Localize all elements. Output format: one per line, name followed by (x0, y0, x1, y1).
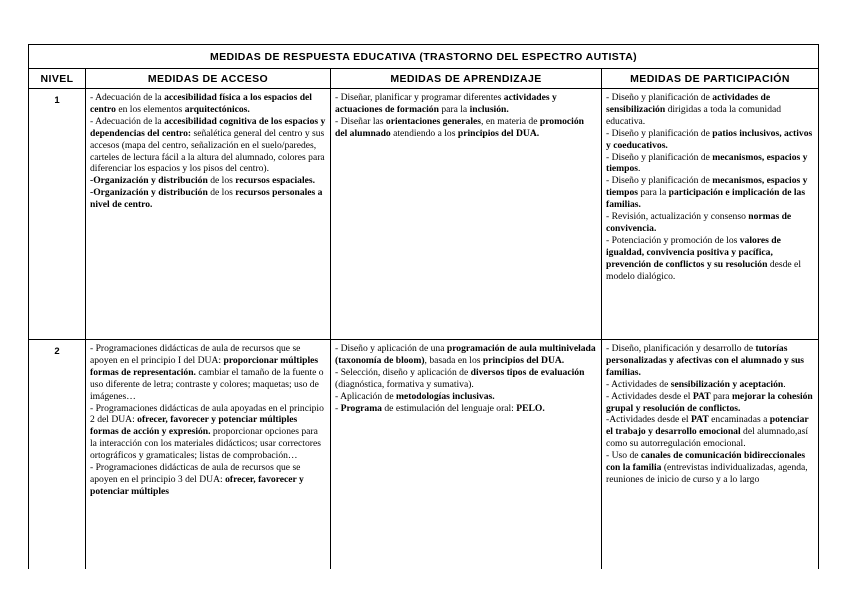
text: de estimulación del lenguaje oral: (381, 402, 517, 414)
bold-text: canales de comunicación bidireccionales con la familia (606, 450, 806, 474)
text: . (637, 163, 641, 175)
measure-item (90, 187, 327, 211)
measure-item (606, 414, 815, 450)
bold-text: potenciar el trabajo y desarrollo emocional (606, 414, 809, 438)
text: - Diseñar, planificar y programar diferentes (335, 92, 504, 103)
learning-measures-cell (331, 340, 602, 570)
text: -Actividades desde el (606, 414, 691, 426)
text: - Adecuación de la (90, 115, 165, 127)
learning-measures-cell (331, 89, 602, 340)
text: atendiendo a los (390, 127, 458, 139)
text: - Diseño y planificación de (606, 92, 713, 103)
text: señalética general del centro y sus accesos (mapa del centro, señalización en el suelo/paredes, carteles de lectura fácil a la altura del alumnado, colores para diferenciar los espacios y los pisos del centro). (90, 127, 325, 175)
bold-text: arquitectónicos. (184, 103, 250, 115)
measure-item (606, 92, 815, 128)
text: del alumnado,así como su autorregulación emocional. (606, 426, 809, 450)
measure-item (90, 116, 327, 176)
bold-text: actividades y actuaciones de formación (335, 92, 557, 115)
bold-text: recursos personales a nivel de centro. (90, 187, 323, 211)
bold-text: PELO. (516, 402, 545, 414)
measure-item (335, 367, 598, 391)
measure-item (606, 235, 815, 283)
table-row (29, 340, 819, 570)
text: . (783, 378, 786, 390)
bold-text: tutorías personalizadas y afectivas con el alumnado y sus familias. (606, 343, 805, 378)
bold-text: diversos tipos de evaluación (470, 366, 585, 378)
measure-item (606, 379, 815, 391)
measure-item (606, 450, 815, 486)
bold-text: programación de aula multinivelada (taxonomía de bloom) (335, 343, 596, 366)
bold-text: proporcionar múltiples formas de representación. (90, 354, 319, 378)
text: - Diseño y planificación de (606, 151, 713, 163)
text: - Actividades desde el (606, 390, 693, 402)
text: - Revisión, actualización y consenso (606, 211, 749, 223)
participation-measures-cell (602, 89, 819, 340)
bold-text: mecanismos, espacios y tiempos (606, 175, 808, 199)
text: - Programaciones didácticas de aula apoyadas en el principio 2 del DUA: (90, 402, 324, 426)
bold-text: orientaciones generales (385, 115, 482, 127)
text: - Diseño y aplicación de una (335, 343, 447, 354)
header-row (29, 69, 819, 89)
text: - Selección, diseño y aplicación de (335, 366, 471, 378)
text: dirigidas a toda la comunidad educativa. (606, 103, 782, 127)
bold-text: -Organización y distribución (90, 187, 208, 199)
bold-text: accesibilidad cognitiva de los espacios y dependencias del centro: (90, 115, 326, 139)
text: de los (207, 175, 236, 187)
document-page (28, 44, 819, 569)
text: - Diseño y planificación de (606, 127, 713, 139)
measure-item (335, 391, 598, 403)
measure-item (606, 211, 815, 235)
measure-item (606, 343, 815, 379)
access-measures-cell (86, 340, 331, 570)
bold-text: metodologías inclusivas. (396, 390, 495, 402)
level-cell: 1 (29, 89, 86, 340)
bold-text: PAT (690, 414, 709, 426)
measures-table (28, 44, 819, 569)
measure-item (335, 92, 598, 116)
measure-item (606, 391, 815, 415)
text: - Programaciones didácticas de aula de recursos que se apoyen en el principio 3 del DUA: (90, 462, 301, 485)
measure-item (606, 128, 815, 152)
text: en los elementos (115, 103, 185, 115)
bold-text: ofrecer, favorecer y potenciar múltiples (90, 473, 304, 497)
header-nivel: NIVEL (29, 69, 86, 89)
bold-text: promoción del alumnado (335, 115, 584, 139)
text: (entrevistas individualizadas, agenda, reuniones de inicio de curso y a lo largo (606, 462, 808, 485)
bold-text: participación e implicación de las familias. (606, 187, 806, 211)
text: para (710, 390, 732, 402)
header-aprendizaje: MEDIDAS DE APRENDIZAJE (331, 69, 602, 89)
bold-text: ofrecer, favorecer y potenciar múltiples formas de acción y expresión. (90, 414, 298, 438)
text: para la (438, 103, 470, 115)
measure-item (335, 403, 598, 415)
level-cell: 2 (29, 340, 86, 570)
text: - Adecuación de la (90, 92, 165, 103)
table-title: MEDIDAS DE RESPUESTA EDUCATIVA (TRASTORNO DEL ESPECTRO AUTISTA) (29, 45, 819, 69)
text: para la (637, 187, 669, 199)
measure-item (90, 462, 327, 498)
text: - Actividades de (606, 378, 671, 390)
measure-item (90, 403, 327, 463)
measure-item (335, 116, 598, 140)
bold-text: recursos espaciales. (235, 175, 316, 187)
header-participacion: MEDIDAS DE PARTICIPACIÓN (602, 69, 819, 89)
measure-item (90, 175, 327, 187)
text: - Programaciones didácticas de aula de recursos que se apoyen en el principio I del DUA: (90, 343, 301, 366)
text: - Potenciación y promoción de los (606, 234, 740, 246)
text: proporcionar opciones para la interacción con los materiales didácticos; usar correctores ortográficos y gramaticales; listas de comprobación… (90, 426, 321, 462)
bold-text: normas de convivencia. (606, 211, 792, 234)
measure-item (606, 152, 815, 176)
table-row (29, 89, 819, 340)
bold-text: actividades de sensibilización (606, 92, 771, 115)
bold-text: sensibilización y aceptación (670, 378, 784, 390)
measure-item (335, 343, 598, 367)
text: desde el modelo dialógico. (606, 258, 801, 282)
measure-item (606, 175, 815, 211)
bold-text: -Organización y distribución (90, 175, 208, 187)
text: - Diseño, planificación y desarrollo de (606, 343, 756, 354)
bold-text: mecanismos, espacios y tiempos (606, 151, 808, 175)
access-measures-cell (86, 89, 331, 340)
text: cambiar el tamaño de la fuente o uso diferente de letra; contraste y colores; maquetas; uso de imágenes… (90, 366, 324, 402)
bold-text: principios del DUA. (457, 127, 540, 139)
bold-text: PAT (692, 390, 711, 402)
bold-text: principios del DUA. (482, 354, 565, 366)
measure-item (90, 343, 327, 403)
text: - (335, 402, 341, 414)
text: - Diseñar las (335, 115, 386, 127)
bold-text: valores de igualdad, convivencia positiva y pacífica, prevención de conflictos y su resolución (606, 234, 781, 270)
measure-item (90, 92, 327, 116)
bold-text: mejorar la cohesión grupal y resolución de conflictos. (606, 390, 813, 414)
bold-text: inclusión. (469, 103, 509, 115)
text: - Aplicación de (335, 390, 397, 402)
participation-measures-cell (602, 340, 819, 570)
text: - Uso de (606, 450, 641, 462)
bold-text: Programa (340, 402, 382, 414)
header-acceso: MEDIDAS DE ACCESO (86, 69, 331, 89)
text: (diagnóstica, formativa y sumativa). (335, 378, 474, 390)
text: , basada en los (424, 354, 483, 366)
text: - Diseño y planificación de (606, 175, 713, 187)
text: , en materia de (481, 115, 540, 127)
text: de los (207, 187, 236, 199)
bold-text: accesibilidad física a los espacios del centro (90, 92, 312, 115)
bold-text: patios inclusivos, activos y coeducativos. (606, 127, 813, 151)
text: encaminadas a (708, 414, 770, 426)
